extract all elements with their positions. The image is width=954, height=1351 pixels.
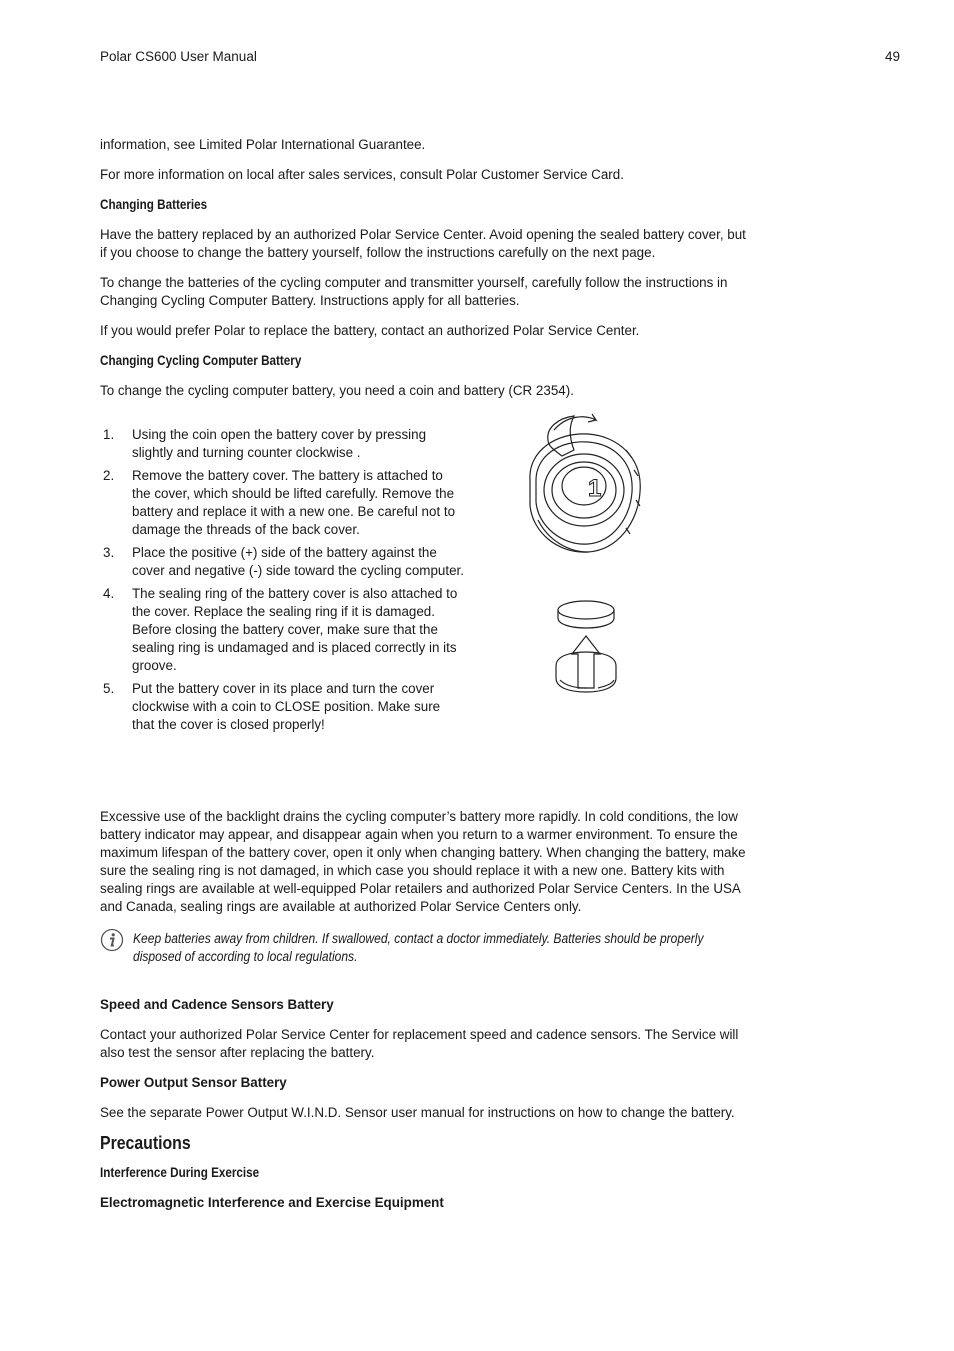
battery-steps-section <box>100 426 750 786</box>
step-item <box>100 585 465 675</box>
step-item <box>100 426 465 462</box>
step-text: Place the positive (+) side of the battery against the cover and negative (-) side toward the cycling computer. <box>132 545 464 578</box>
step-number: 5. <box>103 681 115 696</box>
heading-speed-cadence-battery: Speed and Cadence Sensors Battery <box>100 997 334 1012</box>
step-number: 1. <box>103 427 115 442</box>
figure-step-label: 1 <box>588 475 602 502</box>
paragraph: If you would prefer Polar to replace the battery, contact an authorized Polar Service Center. <box>100 323 640 338</box>
step-text: The sealing ring of the battery cover is also attached to the cover. Replace the sealing ring if it is damaged. Before closing the battery cover, make sure that the sealing ring is undamaged and is placed correctly in its groove. <box>132 586 458 673</box>
battery-replacement-illustration <box>550 596 622 696</box>
step-number: 2. <box>103 468 115 483</box>
battery-steps-list <box>100 426 465 734</box>
page-content <box>100 136 750 1224</box>
heading-interference-during-exercise: Interference During Exercise <box>100 1165 260 1180</box>
heading-changing-batteries: Changing Batteries <box>100 197 208 212</box>
running-header-title: Polar CS600 User Manual <box>100 49 257 64</box>
heading-precautions: Precautions <box>100 1133 191 1153</box>
paragraph: information, see Limited Polar International Guarantee. <box>100 137 426 152</box>
step-item <box>100 680 465 734</box>
paragraph: To change the cycling computer battery, you need a coin and battery (CR 2354). <box>100 383 574 398</box>
paragraph: Have the battery replaced by an authorized Polar Service Center. Avoid opening the sealed battery cover, but if you choose to change the battery yourself, follow the instructions carefully on the next page. <box>100 227 746 260</box>
paragraph: To change the batteries of the cycling computer and transmitter yourself, carefully follow the instructions in Changing Cycling Computer Battery. Instructions apply for all batteries. <box>100 275 728 308</box>
paragraph: See the separate Power Output W.I.N.D. Sensor user manual for instructions on how to change the battery. <box>100 1105 735 1120</box>
paragraph: For more information on local after sales services, consult Polar Customer Service Card. <box>100 167 624 182</box>
step-number: 3. <box>103 545 115 560</box>
page-number: 49 <box>884 49 900 64</box>
heading-changing-cycling-computer-battery: Changing Cycling Computer Battery <box>100 353 302 368</box>
paragraph: Excessive use of the backlight drains the cycling computer’s battery more rapidly. In cold conditions, the low battery indicator may appear, and disappear again when you return to a warmer environment. To ensure the maximum lifespan of the battery cover, open it only when changing battery. When changing the battery, make sure the sealing ring is not damaged, in which case you should replace it with a new one. Battery kits with sealing rings are available at well-equipped Polar retailers and authorized Polar Service Centers. In the USA and Canada, sealing rings are available at authorized Polar Service Centers only. <box>100 809 746 914</box>
step-item <box>100 467 465 539</box>
battery-cover-opening-illustration <box>518 410 648 565</box>
info-icon <box>100 928 124 952</box>
step-text: Put the battery cover in its place and turn the cover clockwise with a coin to CLOSE position. Make sure that the cover is closed properly! <box>132 681 441 732</box>
safety-note <box>100 930 750 966</box>
note-text: Keep batteries away from children. If swallowed, contact a doctor immediately. Batteries should be properly disposed of according to local regulations. <box>133 931 704 964</box>
heading-power-output-battery: Power Output Sensor Battery <box>100 1075 287 1090</box>
step-number: 4. <box>103 586 115 601</box>
step-text: Remove the battery cover. The battery is attached to the cover, which should be lifted carefully. Remove the battery and replace it with a new one. Be careful not to damage the threads of the back cover. <box>132 468 456 537</box>
step-item <box>100 544 465 580</box>
heading-electromagnetic-interference: Electromagnetic Interference and Exercise Equipment <box>100 1195 444 1210</box>
paragraph: Contact your authorized Polar Service Center for replacement speed and cadence sensors. The Service will also test the sensor after replacing the battery. <box>100 1027 739 1060</box>
step-text: Using the coin open the battery cover by pressing slightly and turning counter clockwise . <box>132 427 427 460</box>
